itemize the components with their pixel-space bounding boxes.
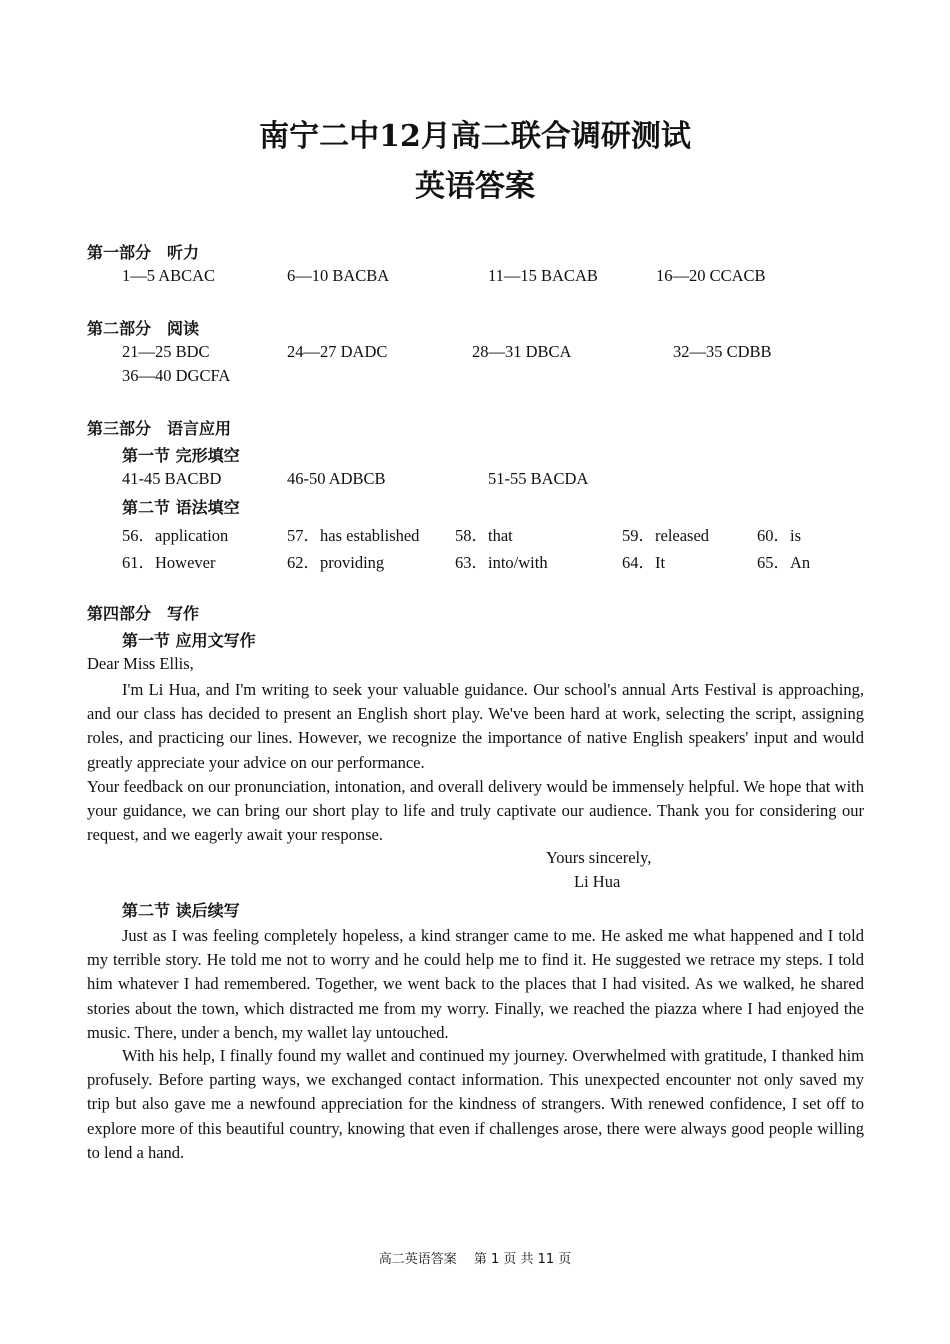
cloze-answer: 51-55 BACDA <box>488 469 589 488</box>
page-subtitle: 英语答案 <box>415 169 535 204</box>
letter-closing: Yours sincerely, <box>546 848 652 867</box>
letter-paragraph: Your feedback on our pronunciation, intonation, and overall delivery would be immensely helpful. We hope that with your guidance, we can bring our short play to life and truly captivate our audience. Thank you for considering our request, and we eagerly await your response. <box>87 777 864 845</box>
part2-answer: 36—40 DGCFA <box>122 366 231 385</box>
part2-answer: 24—27 DADC <box>287 342 388 361</box>
part1-answer: 11—15 BACAB <box>488 266 598 285</box>
part2-answer: 21—25 BDC <box>122 342 210 361</box>
letter-greeting: Dear Miss Ellis, <box>87 654 194 673</box>
grammar-answer: 59．released <box>622 526 710 545</box>
grammar-answer: 63．into/with <box>455 553 548 572</box>
cloze-answer: 41-45 BACBD <box>122 469 222 488</box>
grammar-answer: 62．providing <box>287 553 385 572</box>
part4-heading: 第四部分 写作 <box>87 604 200 623</box>
part3-heading: 第三部分 语言应用 <box>87 419 232 438</box>
page-footer: 高二英语答案 第 1 页 共 11 页 <box>378 1252 572 1267</box>
part4-section1-heading: 第一节 应用文写作 <box>122 631 256 650</box>
page-title: 南宁二中12月高二联合调研测试 <box>259 119 691 154</box>
grammar-answer: 56．application <box>122 526 229 545</box>
part4-section2-heading: 第二节 读后续写 <box>122 901 240 920</box>
part1-answer: 1—5 ABCAC <box>122 266 216 285</box>
continuation-paragraph: Just as I was feeling completely hopeless, a kind stranger came to me. He asked me what happened and I told my terrible story. He told me not to worry and he could help me to find it. He suggested we retrace my steps. I told him whatever I had remembered. Together, we went back to the places that I had visited. As we walked, he shared stories about the town, which distracted me from my worry. Finally, we reached the piazza where I had enjoyed the music. There, under a bench, my wallet lay untouched. <box>87 926 864 1042</box>
continuation-paragraph: With his help, I finally found my wallet and continued my journey. Overwhelmed with gratitude, I thanked him profusely. Before parting ways, we exchanged contact information. This unexpected encounter not only saved my trip but also gave me a newfound appreciation for the kindness of strangers. With renewed confidence, I set off to explore more of this beautiful country, knowing that even if challenges arose, there were always good people willing to lend a hand. <box>87 1046 864 1162</box>
part3-section2-heading: 第二节 语法填空 <box>122 498 240 517</box>
part3-section1-heading: 第一节 完形填空 <box>122 446 240 465</box>
part1-heading: 第一部分 听力 <box>87 243 200 262</box>
part2-answer: 32—35 CDBB <box>673 342 772 361</box>
grammar-answer: 65．An <box>757 553 811 572</box>
part1-answer: 6—10 BACBA <box>287 266 390 285</box>
grammar-answer: 57．has established <box>287 526 420 545</box>
grammar-answer: 58．that <box>455 526 513 545</box>
letter-paragraph: I'm Li Hua, and I'm writing to seek your valuable guidance. Our school's annual Arts Festival is approaching, and our class has decided to present an English short play. We've been hard at work, selecting the script, assigning roles, and practicing our lines. However, we recognize the importance of native English speakers' input and would greatly appreciate your advice on our performance. <box>87 680 864 772</box>
part1-answer: 16—20 CCACB <box>656 266 766 285</box>
part2-heading: 第二部分 阅读 <box>87 319 200 338</box>
part2-answer: 28—31 DBCA <box>472 342 572 361</box>
letter-signature: Li Hua <box>574 872 621 891</box>
cloze-answer: 46-50 ADBCB <box>287 469 386 488</box>
grammar-answer: 64．It <box>622 553 666 572</box>
grammar-answer: 61．However <box>122 553 216 572</box>
grammar-answer: 60．is <box>757 526 802 545</box>
